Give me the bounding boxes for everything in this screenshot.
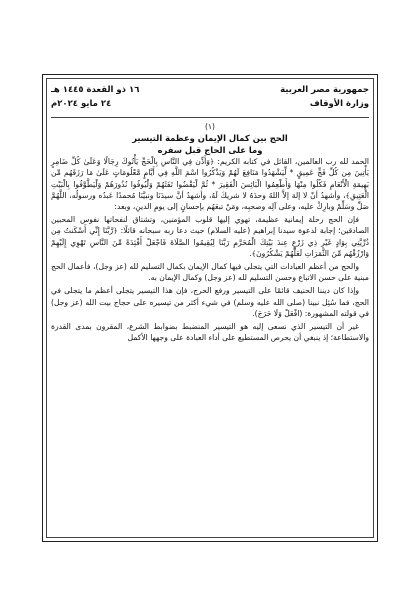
- sermon-title: الحج بين كمال الإيمان وعظمة التيسير: [132, 133, 288, 144]
- paragraph-hajj-journey: فإن الحج رحلة إيمانية عظيمة، تهوي إليها قلوب المؤمنين، وتشتاق لنفحاتها نفوس المحبين الصادقين؛ إجابة لدعوة سيدنا إبراهيم (عليه السلام) حيث دعا ربه سبحانه قائلًا: ﴿رَّبَّنَا إِنِّي أَسْكَنتُ مِن ذُرِّيَّتِي بِوَادٍ غَيْرِ ذِي زَرْعٍ عِندَ بَيْتِكَ الْمُحَرَّمِ رَبَّنَا لِيُقِيمُوا الصَّلَاةَ فَاجْعَلْ أَفْئِدَةً مِّنَ النَّاسِ تَهْوِي إِلَيْهِمْ وَارْزُقْهُم مِّنَ الثَّمَرَاتِ لَعَلَّهُمْ يَشْكُرُونَ﴾.: [51, 215, 369, 258]
- gregorian-date: ٢٤ مايو ٢٠٢٤م: [51, 99, 112, 109]
- sermon-number: (١): [204, 122, 216, 131]
- paragraph-ease-limits: غير أن التيسير الذي نسعى إليه هو التيسير المنضبط بضوابط الشرع، المقرون بمدى القدرة والاستطاعة؛ إذ ينبغي أن يحرص المستطيع على أداء العبادة على وجهها الأكمل: [51, 322, 369, 343]
- country-name: جمهورية مصر العربية: [280, 85, 369, 95]
- header-divider: [51, 117, 369, 118]
- sermon-subtitle: وما على الحاج قبل سفره: [157, 145, 263, 156]
- hijri-date: ١٦ ذو القعدة ١٤٤٥ هـ: [51, 85, 140, 95]
- paragraph-ease: وإذا كان ديننا الحنيف قائمًا على التيسير ورفع الحرج، فإن هذا التيسير يتجلى أعظم ما يتجلى في الحج، فما سُئِل نبينا (صلى الله عليه وسلم) في شيء أكثر من تيسيره على حجاج بيت الله (عز وجل) في قولته المشهورة: (افْعَلْ وَلَا حَرَجَ).: [51, 286, 369, 318]
- paragraph-opening: الحمد لله رب العالمين، القائل في كتابه الكريم: ﴿وَأَذِّن فِي النَّاسِ بِالْحَجِّ يَأْتُوكَ رِجَالًا وَعَلَىٰ كُلِّ ضَامِرٍ يَأْتِينَ مِن كُلِّ فَجٍّ عَمِيقٍ * لِّيَشْهَدُوا مَنَافِعَ لَهُمْ وَيَذْكُرُوا اسْمَ اللَّهِ فِي أَيَّامٍ مَّعْلُومَاتٍ عَلَىٰ مَا رَزَقَهُم مِّن بَهِيمَةِ الْأَنْعَامِ فَكُلُوا مِنْهَا وَأَطْعِمُوا الْبَائِسَ الْفَقِيرَ * ثُمَّ لْيَقْضُوا تَفَثَهُمْ وَلْيُوفُوا نُذُورَهُمْ وَلْيَطَّوَّفُوا بِالْبَيْتِ الْعَتِيقِ﴾، وأشهدُ أنْ لا إلهَ إلاَّ اللهُ وحدَهُ لا شريكَ لَهُ، وأشهدُ أنَّ سيدَنَا ونبيَّنَا مُحمدًا عَبدُه ورسولُه، اللَّهُمَّ صَلِّ وسَلِّمْ وبارِكْ عليه، وعلى آلِه وصحبِه، ومَنْ تبعَهُم بإحسانٍ إلى يومِ الدينِ، وبعد:: [51, 157, 369, 212]
- sermon-body: [51, 119, 369, 533]
- document-header: [51, 83, 369, 115]
- ministry-name: وزارة الأوقاف: [309, 99, 369, 109]
- header-issuer: [280, 83, 369, 111]
- header-dates: [51, 83, 139, 111]
- page-frame: [42, 74, 378, 542]
- paragraph-faith: والحج من أعظم العبادات التي يتجلى فيها كمال الإيمان بكمال التسليم لله (عز وجل)، فأعمال الحج مبنية على حسن الاتباع وحسن التسليم لله (عز وجل) وكمال الإيمان به.: [51, 262, 369, 283]
